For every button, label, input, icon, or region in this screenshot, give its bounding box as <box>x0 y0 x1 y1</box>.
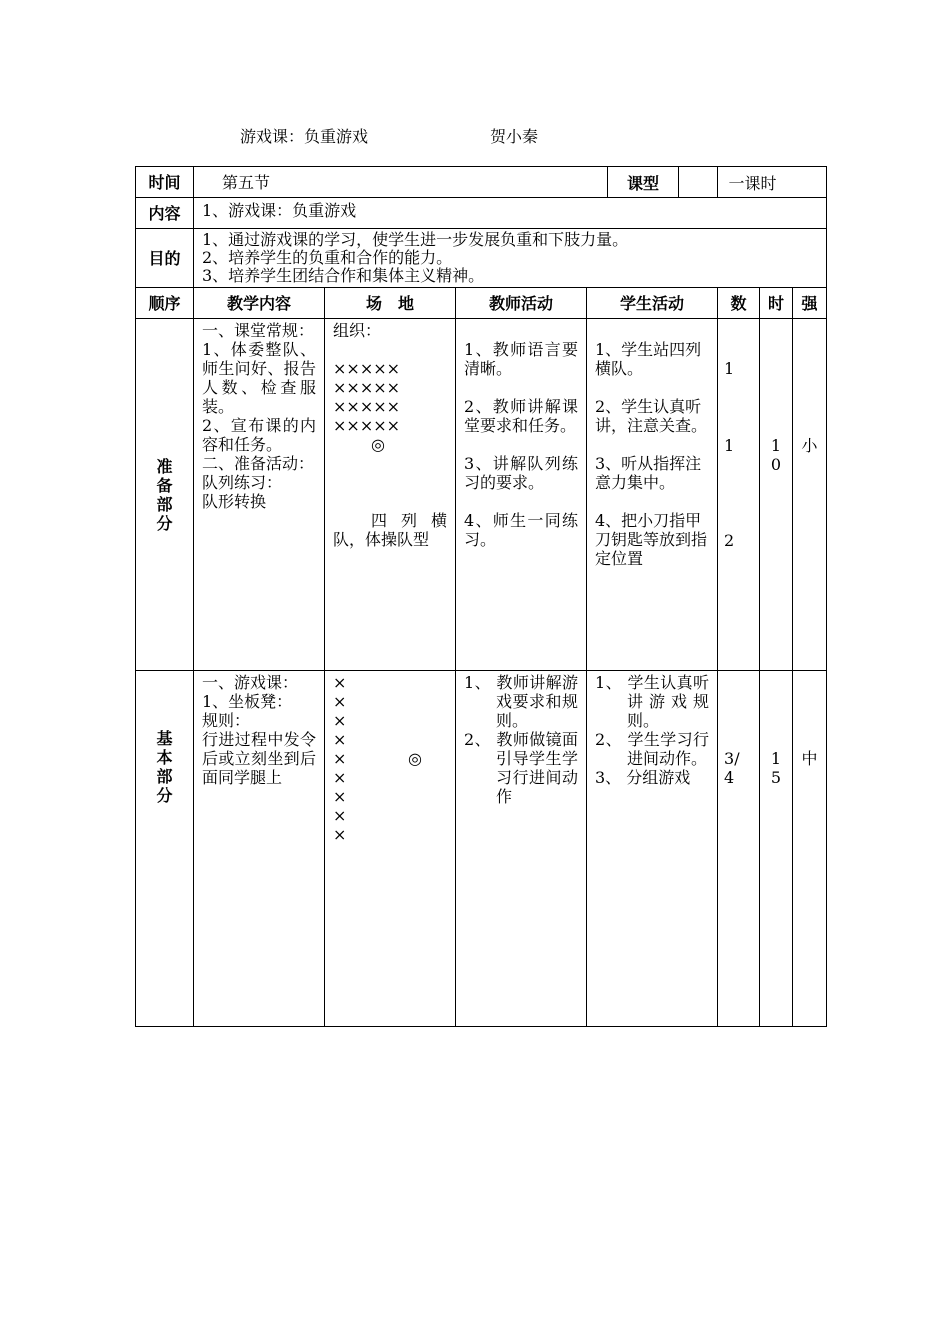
basic-time: 1 5 <box>760 671 793 1027</box>
basic-formation-row: × <box>333 692 347 711</box>
goal-item: 1、通过游戏课的学习，使学生进一步发展负重和下肢力量。 <box>202 230 629 249</box>
section-name-char: 分 <box>156 513 173 533</box>
prep-student <box>587 319 718 671</box>
col-site: 场 地 <box>325 288 456 319</box>
prep-student-item: 4、把小刀指甲刀钥匙等放到指定位置 <box>595 511 708 568</box>
lesson-plan-table <box>135 166 827 1027</box>
content-label: 内容 <box>136 198 194 229</box>
col-count: 数 <box>718 288 760 319</box>
basic-student-item: 2、 学生学习行进间动作。 <box>595 730 710 768</box>
type-label: 课型 <box>607 166 679 198</box>
prep-count <box>718 319 760 671</box>
col-content: 教学内容 <box>194 288 325 319</box>
section-basic-label <box>136 671 194 1027</box>
prep-student-item: 2、学生认真听讲，注意关查。 <box>595 397 708 435</box>
basic-formation-row: × <box>333 711 347 730</box>
content-row <box>136 198 827 229</box>
basic-formation-row: × <box>333 768 347 787</box>
prep-count-value: 1 <box>724 359 735 378</box>
content-value: 1、游戏课：负重游戏 <box>194 198 827 229</box>
prep-student-item: 1、学生站四列横队。 <box>595 340 702 378</box>
time-value-text: 第五节 <box>222 172 271 192</box>
basic-student <box>587 671 718 1027</box>
prep-formation-row: ××××× <box>333 397 401 416</box>
time-label: 时间 <box>136 167 194 198</box>
prep-site-title: 组织： <box>333 321 382 340</box>
basic-formation-row: × <box>333 806 347 825</box>
prep-teacher-item: 2、教师讲解课堂要求和任务。 <box>464 397 578 435</box>
prep-site <box>325 319 456 671</box>
goal-item: 2、培养学生的负重和合作的能力。 <box>202 248 453 267</box>
type-value: 一课时 <box>728 173 777 193</box>
basic-formation-row: × <box>333 787 347 806</box>
prep-site-note: 四列横队，体操队型 <box>333 511 447 549</box>
prep-intensity: 小 <box>793 319 827 671</box>
goal-list <box>194 229 827 288</box>
basic-formation-row: × <box>333 730 347 749</box>
col-teacher: 教师活动 <box>456 288 587 319</box>
section-name-char: 准 <box>156 456 173 476</box>
section-prep-label <box>136 319 194 671</box>
goal-label: 目的 <box>136 229 194 288</box>
col-student: 学生活动 <box>587 288 718 319</box>
basic-intensity: 中 <box>793 671 827 1027</box>
section-prep-row <box>136 319 827 671</box>
prep-count-value: 2 <box>724 531 735 550</box>
col-intensity: 强 <box>793 288 827 319</box>
goal-row <box>136 229 827 288</box>
prep-teacher <box>456 319 587 671</box>
basic-student-item: 3、 分组游戏 <box>595 768 691 787</box>
section-basic-row <box>136 671 827 1027</box>
basic-teacher-item: 2、 教师做镜面引导学生学习行进间动作 <box>464 730 578 806</box>
prep-formation-row: ××××× <box>333 359 401 378</box>
teacher-position-marker: ◎ <box>371 435 385 454</box>
column-header-row <box>136 288 827 319</box>
prep-content: 一、课堂常规： 1、体委整队、师生问好、报告人数、检查服装。 2、宣布课的内容和任务。 二、准备活动： 队列练习： 队形转换 <box>194 319 325 671</box>
col-time: 时 <box>760 288 793 319</box>
col-order: 顺序 <box>136 288 194 319</box>
basic-formation-row: × <box>333 825 347 844</box>
goal-item: 3、培养学生团结合作和集体主义精神。 <box>202 266 485 285</box>
section-name-char: 分 <box>156 786 173 805</box>
section-name-char: 备 <box>156 475 173 495</box>
basic-count: 3/ 4 <box>718 671 760 1027</box>
prep-student-item: 3、听从指挥注意力集中。 <box>595 454 702 492</box>
basic-student-item: 1、 学生认真听讲游戏规则。 <box>595 673 710 730</box>
prep-time: 1 0 <box>760 319 793 671</box>
section-name-char: 部 <box>156 767 173 786</box>
prep-formation-row: ××××× <box>333 378 401 397</box>
section-name-char: 本 <box>156 748 173 767</box>
lesson-title: 游戏课：负重游戏 <box>240 127 369 146</box>
section-name-char: 部 <box>156 494 173 514</box>
section-prep-name <box>136 457 193 533</box>
prep-formation-row: ××××× <box>333 416 401 435</box>
section-name-char: 基 <box>156 729 173 748</box>
basic-teacher-item: 1、 教师讲解游戏要求和规则。 <box>464 673 578 730</box>
teacher-name: 贺小秦 <box>490 127 539 146</box>
basic-site <box>325 671 456 1027</box>
page-title <box>0 124 950 150</box>
prep-count-value: 1 <box>724 436 735 455</box>
prep-teacher-item: 3、讲解队列练习的要求。 <box>464 454 578 492</box>
basic-formation-row: × <box>333 673 347 692</box>
basic-content: 一、游戏课： 1、坐板凳： 规则： 行进过程中发令后或立刻坐到后面同学腿上 <box>194 671 325 1027</box>
prep-teacher-item: 4、师生一同练习。 <box>464 511 578 549</box>
basic-teacher <box>456 671 587 1027</box>
prep-teacher-item: 1、教师语言要清晰。 <box>464 340 578 378</box>
basic-teacher-marker: ◎ <box>408 749 422 768</box>
basic-formation-row: × <box>333 749 347 768</box>
section-basic-name <box>136 729 193 805</box>
